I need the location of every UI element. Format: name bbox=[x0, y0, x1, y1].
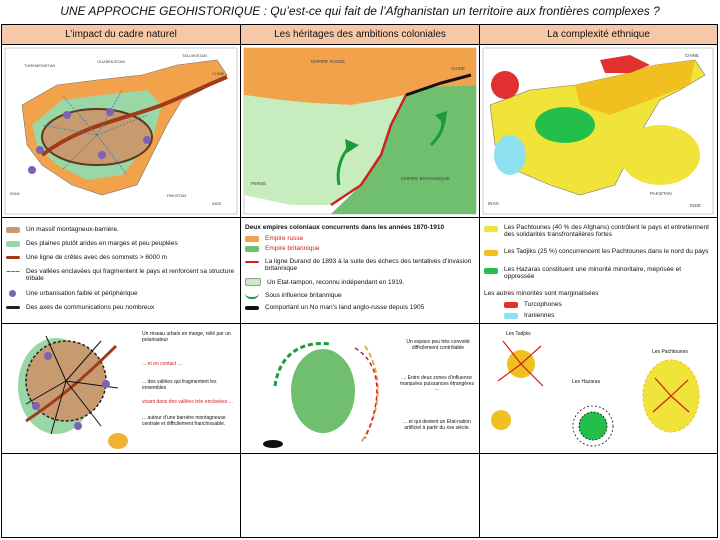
map1-label: OUZBÉKISTAN bbox=[97, 59, 125, 64]
legend-item: La ligne Durand de 1893 à la suite des échecs des tentatives d’invasion britannique bbox=[245, 258, 475, 272]
legend-item: Sous influence britannique bbox=[245, 292, 475, 299]
hazara-circle bbox=[579, 412, 607, 440]
legend-item: Les Hazaras constituent une minorité minoritaire, méprisée et oppressée bbox=[484, 266, 713, 280]
line-icon bbox=[245, 261, 259, 263]
legend-ethnic bbox=[480, 218, 717, 324]
swatch-icon bbox=[504, 302, 518, 308]
map1-label: PAKISTAN bbox=[167, 193, 187, 198]
map1-label: IRAN bbox=[10, 191, 20, 196]
schema-label: ... et qui devient un Etat-nation artificiel à partir du xxe siècle. bbox=[403, 419, 471, 431]
buffer-state-ellipse bbox=[291, 349, 355, 433]
no-mans-land-shape bbox=[263, 440, 283, 448]
map-ethnic-svg bbox=[480, 45, 716, 217]
turkic-zone-west bbox=[491, 71, 519, 99]
legend-item: Un Etat-tampon, reconnu indépendant en 1919. bbox=[245, 278, 475, 286]
legend-item: Les Pachtounes (40 % des Afghans) contrôlent le pays et entretiennent des solidarités transfrontalières fortes bbox=[484, 224, 713, 238]
arrow-icon bbox=[6, 271, 20, 272]
swatch-icon bbox=[245, 236, 259, 242]
map1-label: CHINE bbox=[212, 71, 225, 76]
schema-ethnic bbox=[480, 324, 717, 454]
legend-item: Les Tadjiks (25 %) concurrencent les Pachtounes dans le nord du pays bbox=[484, 248, 713, 256]
line-icon bbox=[245, 306, 259, 310]
axis-line-icon bbox=[6, 306, 20, 309]
russian-influence-arc bbox=[360, 346, 378, 444]
column-header-natural: L’impact du cadre naturel bbox=[2, 25, 241, 45]
mountain-massif bbox=[42, 109, 152, 165]
swatch-icon bbox=[6, 227, 20, 233]
legend-item: Des axes de communications peu nombreux bbox=[6, 304, 236, 311]
map2-label: EMPIRE BRITANNIQUE bbox=[401, 176, 450, 181]
worksheet-table bbox=[1, 24, 718, 538]
arrow-icon bbox=[245, 293, 259, 299]
legend-heading: Les autres minorités sont marginalisées bbox=[484, 290, 599, 297]
line-icon bbox=[6, 256, 20, 259]
schema-label: Les Tadjiks bbox=[506, 331, 531, 337]
map1-label: TURKMENISTAN bbox=[24, 63, 56, 68]
schema-ethnic-svg bbox=[483, 326, 713, 454]
iranian-zone bbox=[494, 135, 526, 175]
map3-label: PAKISTAN bbox=[650, 191, 672, 196]
map-ethnic-complexity bbox=[480, 45, 717, 218]
legend-natural bbox=[2, 218, 241, 324]
swatch-icon bbox=[484, 226, 498, 232]
legend-item: Iraniennes bbox=[504, 312, 713, 319]
legend-item: Une ligne de crêtes avec des sommets > 6000 m bbox=[6, 254, 236, 261]
legend-item: Des vallées enclavées qui fragmentent le pays et renforcent sa structure tribale bbox=[6, 268, 236, 282]
city-dot-icon bbox=[9, 290, 16, 297]
swatch-icon bbox=[245, 278, 261, 286]
schema-label: ... Entre deux zones d’influence marquées puissances étrangères ... bbox=[400, 375, 474, 392]
map2-label: PERSE bbox=[251, 181, 267, 186]
page-title: UNE APPROCHE GEOHISTORIQUE : Qu’est-ce qui fait de l’Afghanistan un territoire aux frontières complexes ? bbox=[60, 4, 660, 18]
schema-colonial bbox=[241, 324, 480, 454]
column-header-ethnic: La complexité ethnique bbox=[480, 25, 717, 45]
legend-heading: Deux empires coloniaux concurrents dans les années 1870-1910 bbox=[245, 224, 445, 231]
map1-label: INDE bbox=[212, 201, 222, 206]
map2-label: EMPIRE RUSSE bbox=[311, 59, 346, 64]
legend-item: Une urbanisation faible et périphérique bbox=[6, 290, 236, 297]
empty-cell bbox=[241, 454, 480, 537]
legend-item: Des plaines plutôt arides en marges et peu peuplées bbox=[6, 240, 236, 247]
map2-label: CHINE bbox=[451, 66, 466, 71]
schema-natural bbox=[2, 324, 241, 454]
schema-label: vivant dans des vallées très enclavées ... bbox=[142, 399, 233, 405]
empty-cell bbox=[2, 454, 241, 537]
pashtun-zone-pakistan bbox=[620, 125, 700, 185]
map3-label: CHINE bbox=[685, 53, 700, 58]
schema-label: ... autour d’une barrière montagneuse centrale et difficilement franchissable. bbox=[142, 415, 226, 427]
tajik-arrows bbox=[498, 341, 543, 386]
schema-label: ... des vallées qui fragmentent les ensembles bbox=[142, 379, 217, 391]
legend-item: Empire britannique bbox=[245, 245, 475, 252]
empty-cell bbox=[480, 454, 717, 537]
schema-label: Un espace peu très convoité difficilement contrôlable bbox=[406, 339, 470, 351]
legend-item: Empire russe bbox=[245, 235, 475, 242]
legend-colonial bbox=[241, 218, 480, 324]
legend-item: Turcophones bbox=[504, 301, 713, 308]
schema-natural-svg bbox=[6, 326, 136, 454]
schema-label: ... et en contact ... bbox=[142, 361, 182, 367]
schema-label: Un réseau urbain en marge, relié par un polarisateur bbox=[142, 331, 231, 343]
swatch-icon bbox=[245, 246, 259, 252]
swatch-icon bbox=[484, 268, 498, 274]
legend-item: Comportant un No man’s land anglo-russe depuis 1905 bbox=[245, 304, 475, 311]
hazara-zone bbox=[535, 107, 595, 143]
map1-label: TADJIKISTAN bbox=[182, 53, 207, 58]
swatch-icon bbox=[484, 250, 498, 256]
schema-colonial-svg bbox=[245, 326, 395, 454]
schema-label: Les Hazaras bbox=[572, 379, 601, 385]
map3-label: IRAN bbox=[488, 201, 499, 206]
swatch-icon bbox=[6, 241, 20, 247]
swatch-icon bbox=[504, 313, 518, 319]
map-natural-svg bbox=[2, 45, 240, 217]
map3-label: INDE bbox=[690, 203, 701, 208]
map-colonial-heritage bbox=[241, 45, 480, 218]
map-natural-framework bbox=[2, 45, 241, 218]
small-massif-shape bbox=[108, 433, 128, 449]
column-header-colonial: Les héritages des ambitions coloniales bbox=[241, 25, 480, 45]
legend-item: Un massif montagneux-barrière. bbox=[6, 226, 236, 233]
schema-label: Les Pachtounes bbox=[652, 349, 688, 355]
tajik-circle-small bbox=[491, 410, 511, 430]
map-colonial-svg bbox=[241, 45, 479, 217]
